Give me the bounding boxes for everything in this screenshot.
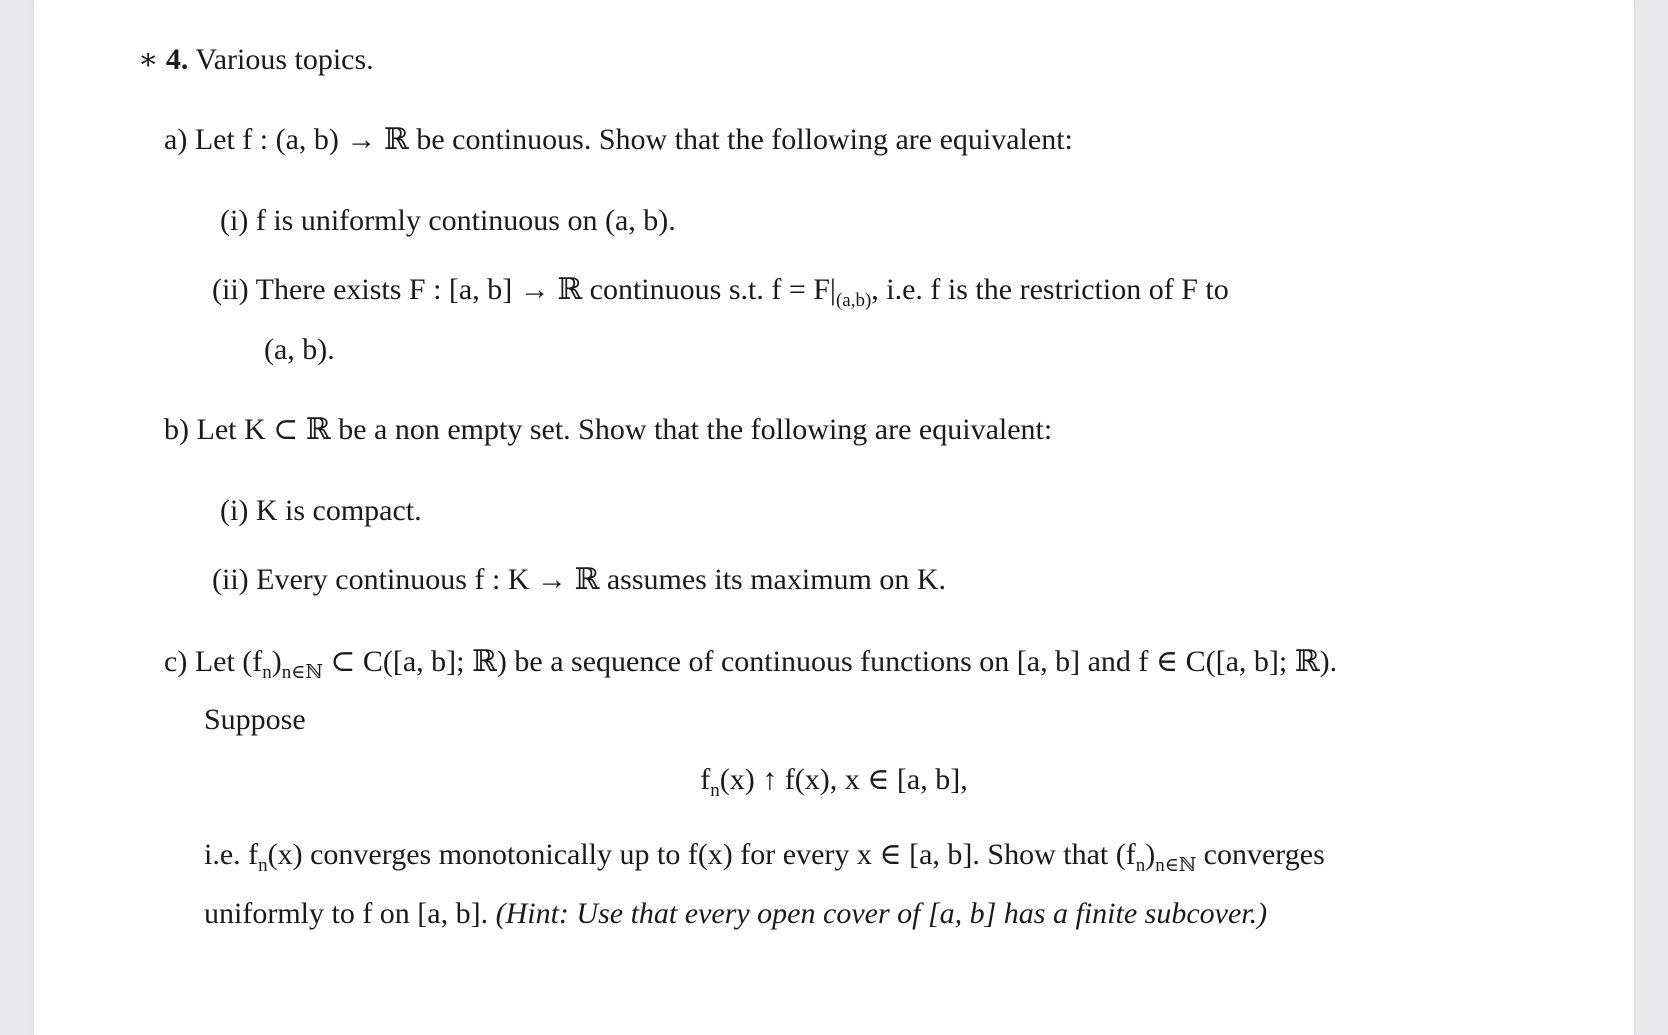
part-a-item-ii <box>212 272 1229 312</box>
part-a-item-ii-subscript: (a,b) <box>835 290 872 311</box>
part-c-text1-4: converges <box>1196 838 1325 871</box>
part-c-text1-3: ) <box>1145 838 1156 871</box>
part-a-item-i <box>220 203 676 239</box>
part-b-label: b) <box>164 413 189 446</box>
part-c-intro-sub1: n <box>262 662 272 683</box>
part-c-text1-sub2: n <box>1135 855 1146 876</box>
part-a-item-ii-text-1: There exists F : [a, b] → ℝ continuous s.t. f = F| <box>255 273 836 306</box>
part-c-text1-2: (x) converges monotonically up to f(x) for every x ∈ [a, b]. Show that (f <box>267 838 1136 871</box>
part-c-display-2: (x) ↑ f(x), x ∈ [a, b], <box>719 763 968 796</box>
part-c-text1-1: i.e. f <box>204 838 259 871</box>
part-a-item-ii-continuation <box>264 332 335 368</box>
part-b-intro: Let K ⊂ ℝ be a non empty set. Show that the following are equivalent: <box>196 413 1053 446</box>
part-c-suppose <box>204 702 306 738</box>
part-a-item-i-label: (i) <box>220 204 249 237</box>
part-a-item-i-text: f is uniformly continuous on (a, b). <box>255 204 676 237</box>
problem-title: Various topics. <box>195 43 374 76</box>
part-a-intro: Let f : (a, b) → ℝ be continuous. Show that the following are equivalent: <box>194 123 1073 156</box>
part-b-item-ii-text: Every continuous f : K → ℝ assumes its maximum on K. <box>256 563 947 596</box>
part-c-text1-sub1: n <box>258 855 268 876</box>
part-c-display-1: f <box>700 763 711 796</box>
part-c-intro-1: Let (f <box>194 645 263 678</box>
part-a-intro-line <box>164 122 1073 158</box>
part-c-text-line-1 <box>204 837 1325 877</box>
part-b-item-ii <box>212 562 946 598</box>
part-a-item-ii-text-2: , i.e. f is the restriction of F to <box>871 273 1229 306</box>
part-c-text1-sub3: n∈ℕ <box>1155 855 1197 876</box>
part-b-item-ii-label: (ii) <box>212 563 249 596</box>
part-c-text2: uniformly to f on [a, b]. <box>204 897 489 930</box>
part-c-intro-2: ) <box>271 645 282 678</box>
problem-marker: ∗ <box>138 43 159 76</box>
part-b-item-i <box>220 493 422 529</box>
part-a-item-ii-label: (ii) <box>212 273 249 306</box>
part-c-display-equation <box>34 762 1634 802</box>
part-c-label: c) <box>164 645 188 678</box>
part-c-intro-sub2: n∈ℕ <box>281 662 323 683</box>
part-c-text-line-2 <box>204 896 1267 932</box>
part-a-label: a) <box>164 123 188 156</box>
part-b-intro-line <box>164 412 1052 448</box>
part-b-item-i-text: K is compact. <box>255 494 422 527</box>
part-a-item-ii-cont-text: (a, b). <box>264 333 335 366</box>
problem-heading <box>138 42 374 78</box>
part-c-intro-line <box>164 644 1337 684</box>
part-c-suppose-text: Suppose <box>204 703 306 736</box>
problem-number: 4. <box>165 43 189 76</box>
part-c-display-sub: n <box>710 780 720 801</box>
part-c-hint: (Hint: Use that every open cover of [a, b] has a finite subcover.) <box>495 897 1268 930</box>
part-b-item-i-label: (i) <box>220 494 249 527</box>
part-c-intro-3: ⊂ C([a, b]; ℝ) be a sequence of continuous functions on [a, b] and f ∈ C([a, b]; ℝ). <box>322 645 1338 678</box>
document-page <box>34 0 1634 1035</box>
